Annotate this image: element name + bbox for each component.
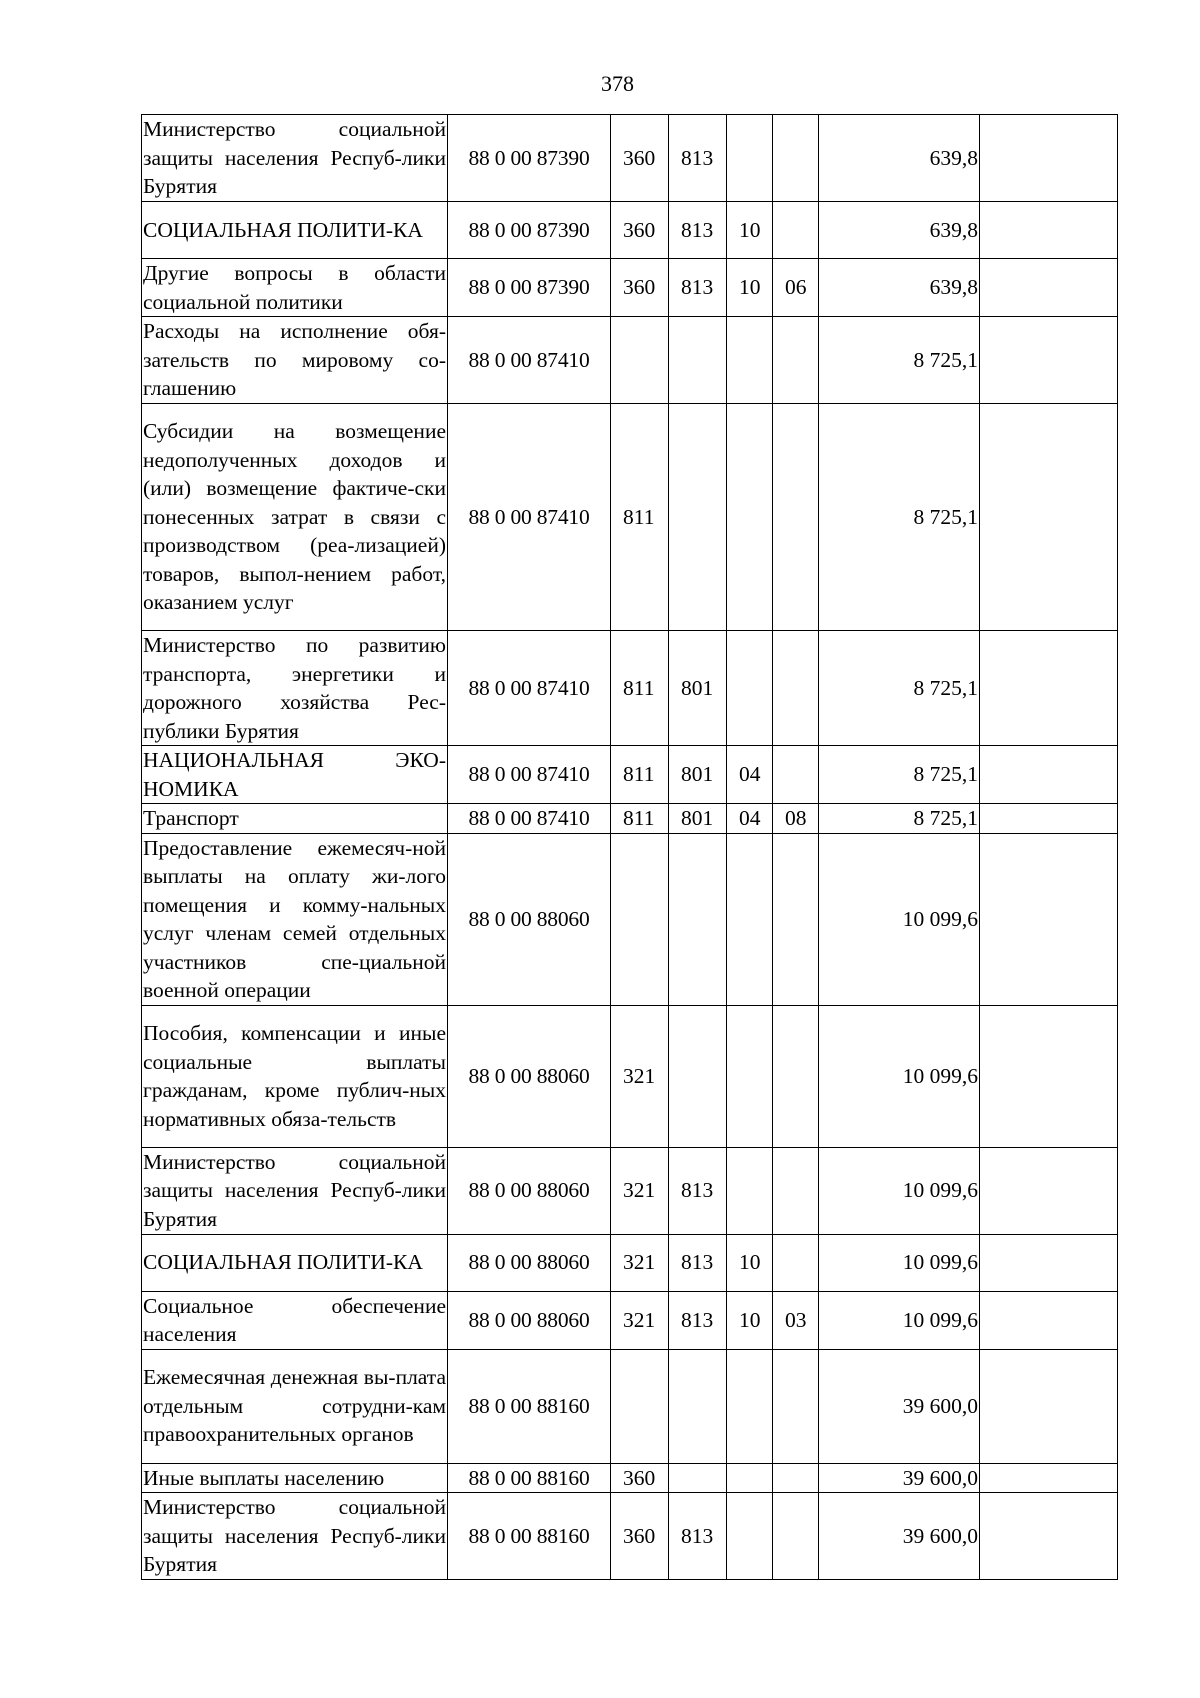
table-row [142,631,1118,746]
row-department-cell: 813 [669,1493,727,1580]
row-department-cell [669,404,727,631]
row-code-cell: 88 0 00 87390 [448,202,611,259]
row-subsection-cell [773,631,819,746]
row-name-cell: СОЦИАЛЬНАЯ ПОЛИТИ-КА [142,202,448,259]
row-empty-cell [980,1234,1118,1291]
row-expense-type-cell: 321 [611,1147,669,1234]
row-name-cell: НАЦИОНАЛЬНАЯ ЭКО-НОМИКА [142,746,448,804]
budget-table [141,114,1118,1580]
row-expense-type-cell [611,1349,669,1463]
row-subsection-cell [773,1463,819,1493]
row-empty-cell [980,804,1118,834]
table-row [142,1463,1118,1493]
row-name-cell: Министерство по развитию транспорта, энергетики и дорожного хозяйства Рес-публики Бурятия [142,631,448,746]
row-subsection-cell [773,317,819,404]
row-empty-cell [980,404,1118,631]
row-expense-type-cell: 321 [611,1291,669,1349]
row-code-cell: 88 0 00 88060 [448,1291,611,1349]
row-empty-cell [980,833,1118,1005]
row-code-cell: 88 0 00 87410 [448,746,611,804]
row-expense-type-cell: 360 [611,259,669,317]
row-section-cell [727,1147,773,1234]
row-empty-cell [980,1147,1118,1234]
row-empty-cell [980,1005,1118,1147]
row-subsection-cell [773,202,819,259]
row-code-cell: 88 0 00 87390 [448,115,611,202]
row-amount-cell: 39 600,0 [819,1349,980,1463]
row-amount-cell: 10 099,6 [819,1234,980,1291]
row-amount-cell: 8 725,1 [819,804,980,834]
row-expense-type-cell: 811 [611,746,669,804]
row-empty-cell [980,1493,1118,1580]
row-section-cell [727,1463,773,1493]
row-department-cell [669,1005,727,1147]
table-row [142,404,1118,631]
row-department-cell: 813 [669,1291,727,1349]
row-amount-cell: 39 600,0 [819,1463,980,1493]
row-department-cell: 801 [669,804,727,834]
row-code-cell: 88 0 00 88160 [448,1349,611,1463]
row-section-cell [727,115,773,202]
row-amount-cell: 639,8 [819,259,980,317]
row-section-cell [727,1005,773,1147]
row-section-cell [727,1349,773,1463]
row-expense-type-cell: 360 [611,1463,669,1493]
row-section-cell: 04 [727,746,773,804]
table-row [142,202,1118,259]
row-section-cell [727,631,773,746]
row-section-cell: 10 [727,259,773,317]
row-empty-cell [980,746,1118,804]
row-department-cell: 801 [669,746,727,804]
row-department-cell: 813 [669,1234,727,1291]
row-subsection-cell: 08 [773,804,819,834]
row-amount-cell: 10 099,6 [819,1291,980,1349]
row-department-cell: 813 [669,1147,727,1234]
row-amount-cell: 10 099,6 [819,1005,980,1147]
row-subsection-cell [773,1147,819,1234]
row-section-cell: 10 [727,202,773,259]
row-code-cell: 88 0 00 87410 [448,804,611,834]
row-name-cell: Ежемесячная денежная вы-плата отдельным сотрудни-кам правоохранительных органов [142,1349,448,1463]
row-department-cell: 801 [669,631,727,746]
row-department-cell [669,1349,727,1463]
row-subsection-cell [773,1234,819,1291]
row-amount-cell: 8 725,1 [819,404,980,631]
row-empty-cell [980,1291,1118,1349]
table-row [142,1349,1118,1463]
row-code-cell: 88 0 00 88160 [448,1463,611,1493]
row-amount-cell: 8 725,1 [819,317,980,404]
row-subsection-cell [773,115,819,202]
row-amount-cell: 8 725,1 [819,746,980,804]
row-expense-type-cell [611,317,669,404]
row-section-cell [727,833,773,1005]
row-amount-cell: 639,8 [819,115,980,202]
row-department-cell: 813 [669,115,727,202]
row-expense-type-cell: 811 [611,804,669,834]
row-expense-type-cell: 360 [611,202,669,259]
row-department-cell [669,833,727,1005]
row-subsection-cell [773,1493,819,1580]
row-subsection-cell: 03 [773,1291,819,1349]
row-name-cell: Министерство социальной защиты населения Респуб-лики Бурятия [142,115,448,202]
row-department-cell [669,317,727,404]
row-expense-type-cell: 360 [611,1493,669,1580]
row-empty-cell [980,1349,1118,1463]
table-row [142,1291,1118,1349]
row-code-cell: 88 0 00 87410 [448,631,611,746]
row-code-cell: 88 0 00 87390 [448,259,611,317]
row-name-cell: Расходы на исполнение обя-зательств по мировому со-глашению [142,317,448,404]
row-amount-cell: 39 600,0 [819,1493,980,1580]
row-amount-cell: 10 099,6 [819,1147,980,1234]
row-code-cell: 88 0 00 88060 [448,1234,611,1291]
row-name-cell: Другие вопросы в области социальной политики [142,259,448,317]
row-name-cell: Иные выплаты населению [142,1463,448,1493]
row-code-cell: 88 0 00 87410 [448,317,611,404]
row-name-cell: Министерство социальной защиты населения Респуб-лики Бурятия [142,1147,448,1234]
row-section-cell: 10 [727,1291,773,1349]
row-subsection-cell: 06 [773,259,819,317]
row-code-cell: 88 0 00 88060 [448,1147,611,1234]
row-name-cell: СОЦИАЛЬНАЯ ПОЛИТИ-КА [142,1234,448,1291]
row-expense-type-cell: 811 [611,404,669,631]
row-department-cell [669,1463,727,1493]
row-name-cell: Социальное обеспечение населения [142,1291,448,1349]
row-department-cell: 813 [669,202,727,259]
table-row [142,833,1118,1005]
row-empty-cell [980,317,1118,404]
row-section-cell [727,404,773,631]
row-name-cell: Министерство социальной защиты населения Респуб-лики Бурятия [142,1493,448,1580]
table-row [142,746,1118,804]
row-amount-cell: 8 725,1 [819,631,980,746]
row-expense-type-cell: 321 [611,1234,669,1291]
page-number: 378 [601,71,634,96]
row-code-cell: 88 0 00 88160 [448,1493,611,1580]
table-row [142,1147,1118,1234]
table-row [142,259,1118,317]
row-empty-cell [980,259,1118,317]
row-expense-type-cell: 811 [611,631,669,746]
row-amount-cell: 639,8 [819,202,980,259]
row-subsection-cell [773,833,819,1005]
table-row [142,1234,1118,1291]
row-code-cell: 88 0 00 87410 [448,404,611,631]
row-subsection-cell [773,404,819,631]
row-expense-type-cell [611,833,669,1005]
row-section-cell: 10 [727,1234,773,1291]
row-name-cell: Пособия, компенсации и иные социальные выплаты гражданам, кроме публич-ных нормативных обяза-тельств [142,1005,448,1147]
row-amount-cell: 10 099,6 [819,833,980,1005]
row-empty-cell [980,631,1118,746]
table-row [142,1005,1118,1147]
row-empty-cell [980,115,1118,202]
table-row [142,804,1118,834]
row-section-cell [727,1493,773,1580]
row-subsection-cell [773,1349,819,1463]
table-body [142,115,1118,1580]
row-code-cell: 88 0 00 88060 [448,833,611,1005]
row-name-cell: Транспорт [142,804,448,834]
row-expense-type-cell: 321 [611,1005,669,1147]
row-name-cell: Субсидии на возмещение недополученных доходов и (или) возмещение фактиче-ски понесенных затрат в связи с производством (реа-лизацией) товаров, выпол-нением работ, оказанием услуг [142,404,448,631]
row-expense-type-cell: 360 [611,115,669,202]
table-row [142,115,1118,202]
row-empty-cell [980,202,1118,259]
row-name-cell: Предоставление ежемесяч-ной выплаты на оплату жи-лого помещения и комму-нальных услуг членам семей отдельных участников спе-циальной военной операции [142,833,448,1005]
row-section-cell [727,317,773,404]
row-subsection-cell [773,1005,819,1147]
row-code-cell: 88 0 00 88060 [448,1005,611,1147]
row-department-cell: 813 [669,259,727,317]
row-subsection-cell [773,746,819,804]
table-row [142,317,1118,404]
row-section-cell: 04 [727,804,773,834]
table-row [142,1493,1118,1580]
row-empty-cell [980,1463,1118,1493]
